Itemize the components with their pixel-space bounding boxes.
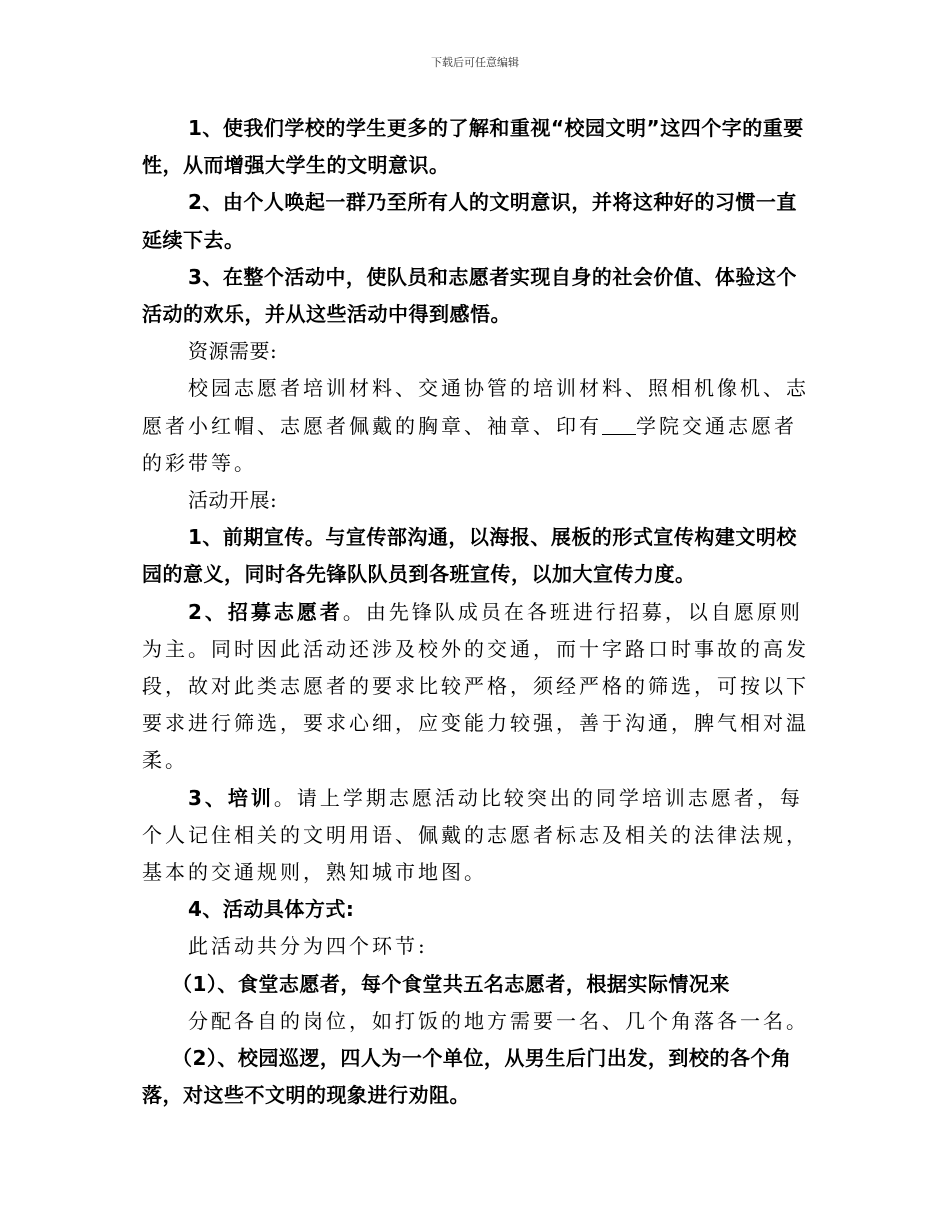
sub-item-2: （2）、校园巡逻，四人为一个单位，从男生后门出发，到校的各个角落，对这些不文明的现象进行劝阻。 xyxy=(142,1046,792,1108)
activity-item-3-title: 3、培训 xyxy=(188,785,274,810)
activity-item-3-text: 。请上学期志愿活动比较突出的同学培训志愿者，每个人记住相关的文明用语、佩戴的志愿者标志及相关的法律法规，基本的交通规则，熟知城市地图。 xyxy=(142,785,809,885)
sub-item-1-bold: （1）、食堂志愿者，每个食堂共五名志愿者，根据实际情况来 xyxy=(172,971,730,996)
page-header: 下载后可任意编辑 xyxy=(431,56,519,69)
activity-item-2 xyxy=(142,594,814,780)
activity-item-4: 4、活动具体方式: xyxy=(188,897,355,922)
resources-paragraph xyxy=(142,370,814,482)
activity-item-2-text: 。由先锋队成员在各班进行招募，以自愿原则为主。同时因此活动还涉及校外的交通，而十字路口时事故的高发段，故对此类志愿者的要求比较严格，须经严格的筛选，可按以下要求进行筛选，要求心细，应变能力较强，善于沟通，脾气相对温柔。 xyxy=(142,599,809,773)
document-body xyxy=(142,110,814,1114)
resources-text-1: 校园志愿者培训材料、交通协管的培训材料、照相机像机、志愿者小红帽、志愿者佩戴的胸章、袖章、印有 xyxy=(142,376,809,438)
resources-heading: 资源需要: xyxy=(188,339,278,364)
goal-item-3: 3、在整个活动中，使队员和志愿者实现自身的社会价值、体验这个活动的欢乐，并从这些活动中得到感悟。 xyxy=(142,264,797,327)
fill-blank xyxy=(602,416,636,435)
activity-item-2-title: 2、招募志愿者 xyxy=(188,599,343,624)
activity-heading: 活动开展: xyxy=(188,488,278,513)
resources-text-2: 学院交通志愿者的彩带等。 xyxy=(142,413,797,475)
goal-item-1: 1、使我们学校的学生更多的了解和重视“校园文明”这四个字的重要性，从而增强大学生的文明意识。 xyxy=(142,116,804,178)
sub-item-1-continued: 分配各自的岗位，如打饭的地方需要一名、几个角落各一名。 xyxy=(188,1008,809,1033)
goal-item-2: 2、由个人唤起一群乃至所有人的文明意识，并将这种好的习惯一直延续下去。 xyxy=(142,190,797,252)
activity-item-1: 1、前期宣传。与宣传部沟通，以海报、展板的形式宣传构建文明校园的意义，同时各先锋队队员到各班宣传，以加大宣传力度。 xyxy=(142,525,797,587)
activity-intro: 此活动共分为四个环节: xyxy=(188,934,428,959)
activity-item-3 xyxy=(142,780,814,892)
